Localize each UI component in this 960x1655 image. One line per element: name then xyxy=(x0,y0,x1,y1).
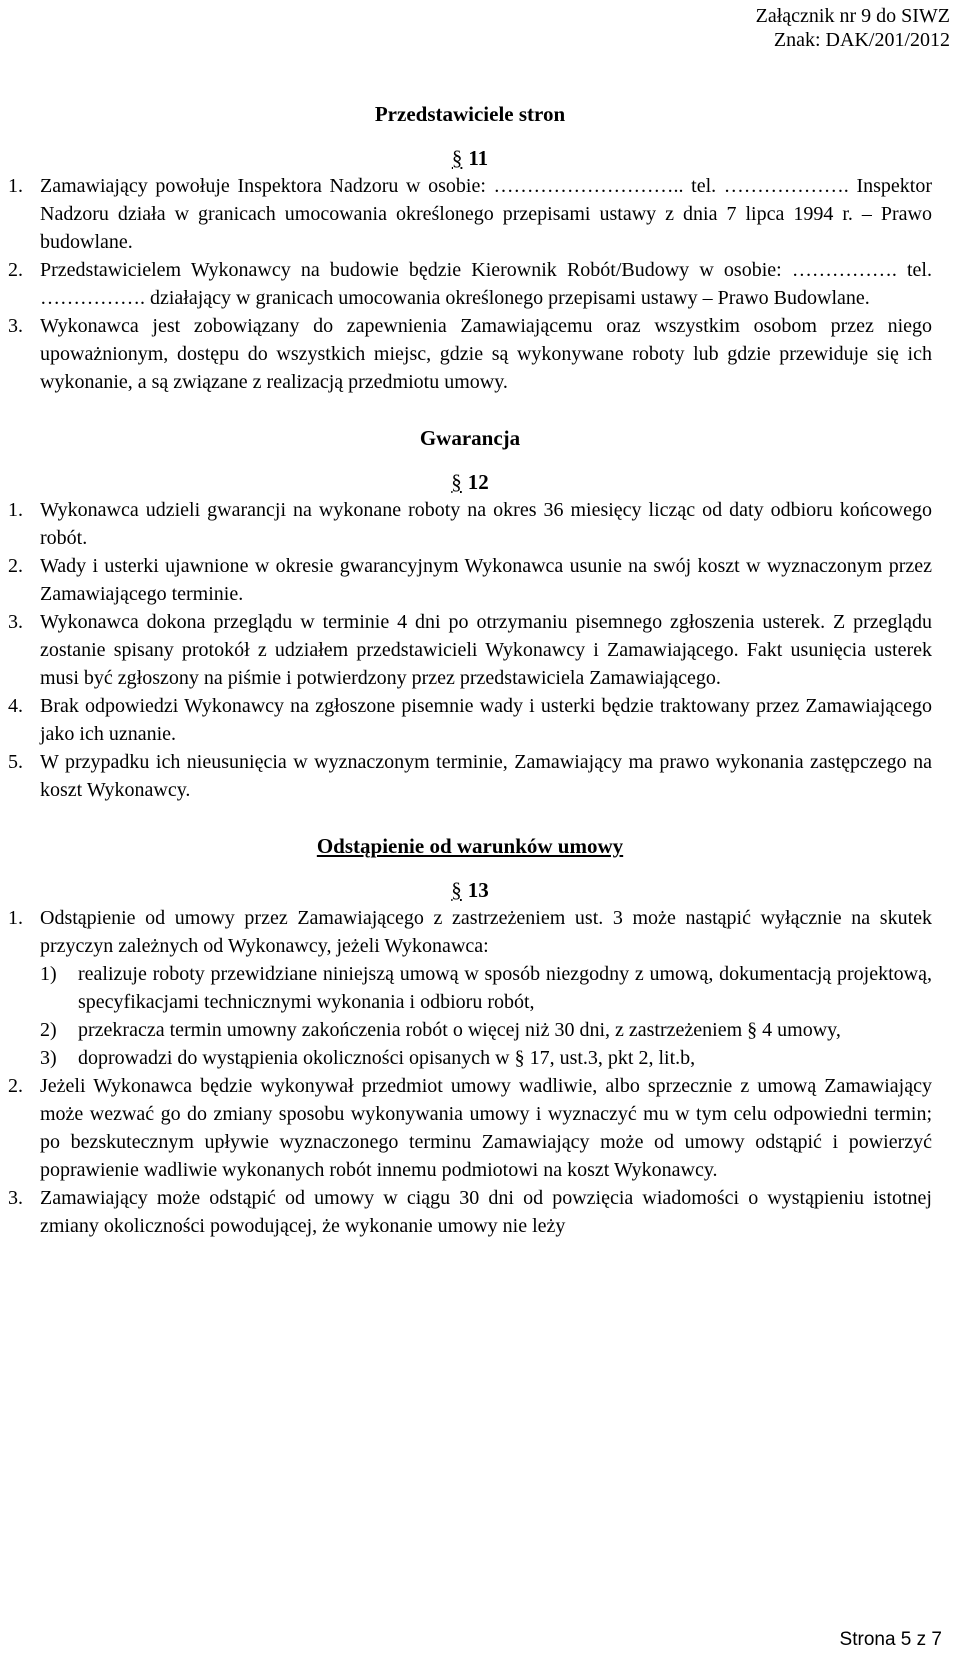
list-item xyxy=(8,1072,932,1184)
item-number: 1. xyxy=(8,175,23,197)
paragraph-number-11: § 11 xyxy=(451,146,489,170)
item-text: Brak odpowiedzi Wykonawcy na zgłoszone pisemnie wady i usterki będzie traktowany przez Zamawiającego jako ich uznanie. xyxy=(40,695,932,745)
document-header xyxy=(756,4,950,52)
list-item xyxy=(8,748,932,804)
section-12-list xyxy=(8,496,932,804)
item-number: 1. xyxy=(8,907,23,929)
paragraph-number-12: § 12 xyxy=(451,470,489,494)
sub-item-number: 3) xyxy=(40,1047,57,1069)
list-item xyxy=(8,552,932,608)
list-item xyxy=(8,1184,932,1240)
item-number: 1. xyxy=(8,499,23,521)
item-text: Zamawiający może odstąpić od umowy w ciągu 30 dni od powzięcia wiadomości o wystąpieniu istotnej zmiany okoliczności powodującej, że wykonanie umowy nie leży xyxy=(40,1187,932,1237)
section-title-representatives: Przedstawiciele stron xyxy=(374,102,566,126)
section-sign: § xyxy=(451,146,463,170)
list-item xyxy=(8,608,932,692)
section-title-warranty: Gwarancja xyxy=(419,426,521,450)
sub-list-item xyxy=(40,1044,932,1072)
list-item xyxy=(8,692,932,748)
section-sign: § xyxy=(451,878,462,902)
list-item xyxy=(8,496,932,552)
item-number: 2. xyxy=(8,259,23,281)
sub-item-number: 2) xyxy=(40,1019,57,1041)
item-text: W przypadku ich nieusunięcia w wyznaczonym terminie, Zamawiający ma prawo wykonania zastępczego na koszt Wykonawcy. xyxy=(40,751,932,801)
reference-number: Znak: DAK/201/2012 xyxy=(773,29,950,51)
item-text: Jeżeli Wykonawca będzie wykonywał przedmiot umowy wadliwie, albo sprzecznie z umową Zamawiający może wezwać go do zmiany sposobu wykonywania umowy i wyznaczyć mu w tym celu odpowiedni termin; po bezskutecznym upływie wyznaczonego terminu Zamawiający może od umowy odstąpić i powierzyć poprawienie wadliwie wykonanych robót innemu podmiotowi na koszt Wykonawcy. xyxy=(40,1075,932,1181)
sub-list-item xyxy=(40,1016,932,1044)
item-number: 3. xyxy=(8,1187,23,1209)
item-number: 4. xyxy=(8,695,23,717)
item-number: 3. xyxy=(8,611,23,633)
sub-item-text: realizuje roboty przewidziane niniejszą umową w sposób niezgodny z umową, dokumentacją projektową, specyfikacjami technicznymi wykonania i odbioru robót, xyxy=(78,963,932,1013)
item-number: 2. xyxy=(8,1075,23,1097)
sub-item-number: 1) xyxy=(40,963,57,985)
item-number: 5. xyxy=(8,751,23,773)
item-text: Wady i usterki ujawnione w okresie gwarancyjnym Wykonawca usunie na swój koszt w wyznaczonym przez Zamawiającego terminie. xyxy=(40,555,932,605)
section-13-list xyxy=(8,904,932,1240)
section-11-list xyxy=(8,172,932,396)
list-item xyxy=(8,172,932,256)
paragraph-number-13: § 13 xyxy=(451,878,489,902)
list-item xyxy=(8,312,932,396)
item-text: Odstąpienie od umowy przez Zamawiającego z zastrzeżeniem ust. 3 może nastąpić wyłącznie na skutek przyczyn zależnych od Wykonawcy, jeżeli Wykonawca: xyxy=(40,907,932,957)
item-text: Wykonawca udzieli gwarancji na wykonane roboty na okres 36 miesięcy licząc od daty odbioru końcowego robót. xyxy=(40,499,932,549)
list-item xyxy=(8,256,932,312)
section-title-withdrawal: Odstąpienie od warunków umowy xyxy=(316,834,624,858)
item-text: Zamawiający powołuje Inspektora Nadzoru w osobie: ……………………….. tel. ………………. Inspektor Nadzoru działa w granicach umocowania określonego przepisami ustawy z dnia 7 lipca 1994 r. – Prawo budowlane. xyxy=(40,175,932,253)
item-text: Wykonawca jest zobowiązany do zapewnienia Zamawiającemu oraz wszystkim osobom przez niego upoważnionym, dostępu do wszystkich miejsc, gdzie są wykonywane roboty lub gdzie przewiduje się ich wykonanie, a są związane z realizacją przedmiotu umowy. xyxy=(40,315,932,393)
sub-list-item xyxy=(40,960,932,1016)
sub-item-text: przekracza termin umowny zakończenia robót o więcej niż 30 dni, z zastrzeżeniem § 4 umowy, xyxy=(78,1019,841,1041)
item-number: 3. xyxy=(8,315,23,337)
attachment-label: Załącznik nr 9 do SIWZ xyxy=(755,5,950,27)
list-item xyxy=(8,904,932,1072)
sub-list xyxy=(40,960,932,1072)
section-sign: § xyxy=(451,470,462,494)
sub-item-text: doprowadzi do wystąpienia okoliczności opisanych w § 17, ust.3, pkt 2, lit.b, xyxy=(78,1047,696,1069)
item-text: Przedstawicielem Wykonawcy na budowie będzie Kierownik Robót/Budowy w osobie: ……………. tel. ……………. działający w granicach umocowania określonego przepisami ustawy – Prawo Budowlane. xyxy=(40,259,932,309)
page-number: Strona 5 z 7 xyxy=(839,1629,942,1650)
document-body xyxy=(8,100,932,1240)
item-number: 2. xyxy=(8,555,23,577)
item-text: Wykonawca dokona przeglądu w terminie 4 dni po otrzymaniu pisemnego zgłoszenia usterek. Z przeglądu zostanie spisany protokół z udziałem przedstawicieli Wykonawcy i Zamawiającego. Fakt usunięcia usterek musi być zgłoszony na piśmie i potwierdzony przez przedstawiciela Zamawiającego. xyxy=(40,611,932,689)
